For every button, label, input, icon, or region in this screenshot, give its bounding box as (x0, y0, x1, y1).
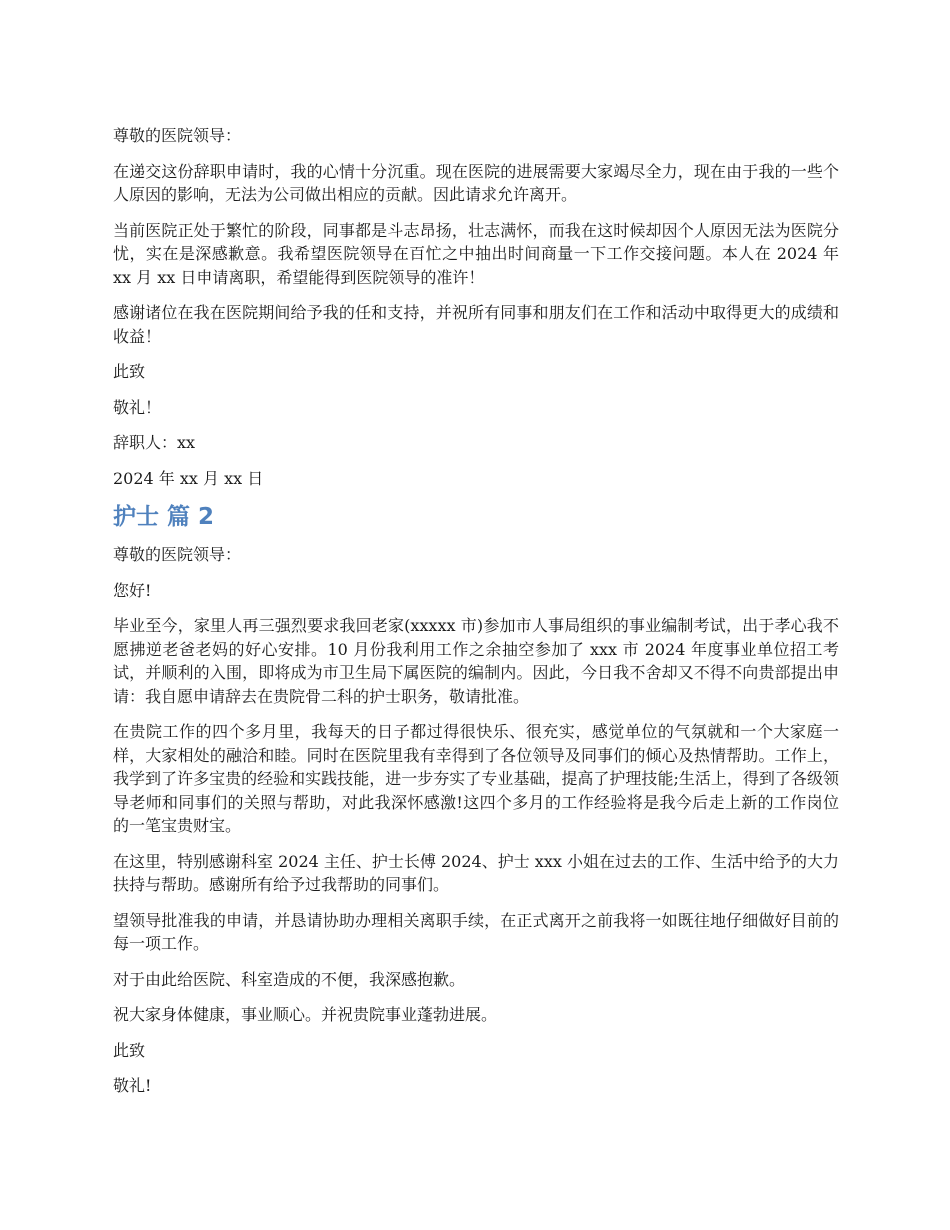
body-paragraph: 当前医院正处于繁忙的阶段，同事都是斗志昂扬，壮志满怀，而我在这时候却因个人原因无法为医院分忧，实在是深感歉意。我希望医院领导在百忙之中抽出时间商量一下工作交接问题。本人在 2024 年 xx 月 xx 日申请离职，希望能得到医院领导的准许！ (113, 220, 839, 287)
date: 2024 年 xx 月 xx 日 (113, 468, 264, 488)
body-paragraph: 在递交这份辞职申请时，我的心情十分沉重。现在医院的进展需要大家竭尽全力，现在由于我的一些个人原因的影响，无法为公司做出相应的贡献。因此请求允许离开。 (113, 161, 839, 204)
body-paragraph: 感谢诸位在我在医院期间给予我的任和支持，并祝所有同事和朋友们在工作和活动中取得更大的成绩和收益！ (113, 303, 839, 346)
body-paragraph: 毕业至今，家里人再三强烈要求我回老家(xxxxx 市)参加市人事局组织的事业编制考试，出于孝心我不愿拂逆老爸老妈的好心安排。10 月份我利用工作之余抽空参加了 xxx 市 2024 年度事业单位招工考试，并顺利的入围，即将成为市卫生局下属医院的编制内。因此，今日我不舍却又不得不向贵部提出申请：我自愿申请辞去在贵院骨二科的护士职务，敬请批准。 (113, 616, 839, 706)
document-page (113, 124, 839, 1110)
closing: 此致 (113, 362, 146, 381)
salutation: 尊敬的医院领导： (113, 545, 242, 564)
body-paragraph: 在贵院工作的四个多月里，我每天的日子都过得很快乐、很充实，感觉单位的气氛就和一个大家庭一样，大家相处的融洽和睦。同时在医院里我有幸得到了各位领导及同事们的倾心及热情帮助。工作上，我学到了许多宝贵的经验和实践技能，进一步夯实了专业基础，提高了护理技能;生活上，得到了各级领导老师和同事们的关照与帮助，对此我深怀感激!这四个多月的工作经验将是我今后走上新的工作岗位的一笔宝贵财宝。 (113, 722, 839, 835)
body-paragraph: 祝大家身体健康，事业顺心。并祝贵院事业蓬勃进展。 (113, 1005, 498, 1024)
regards: 敬礼! (113, 1076, 152, 1095)
greeting: 您好! (113, 580, 152, 600)
regards: 敬礼！ (113, 397, 162, 417)
body-paragraph: 望领导批准我的申请，并恳请协助办理相关离职手续，在正式离开之前我将一如既往地仔细做好目前的每一项工作。 (113, 910, 839, 953)
body-paragraph: 在这里，特别感谢科室 2024 主任、护士长傅 2024、护士 xxx 小姐在过去的工作、生活中给予的大力扶持与帮助。感谢所有给予过我帮助的同事们。 (113, 851, 839, 894)
body-paragraph: 对于由此给医院、科室造成的不便，我深感抱歉。 (113, 969, 466, 989)
closing: 此致 (113, 1040, 146, 1060)
section-heading: 护士 篇 2 (113, 504, 215, 530)
signature: 辞职人：xx (113, 433, 196, 452)
salutation: 尊敬的医院领导： (113, 126, 242, 145)
